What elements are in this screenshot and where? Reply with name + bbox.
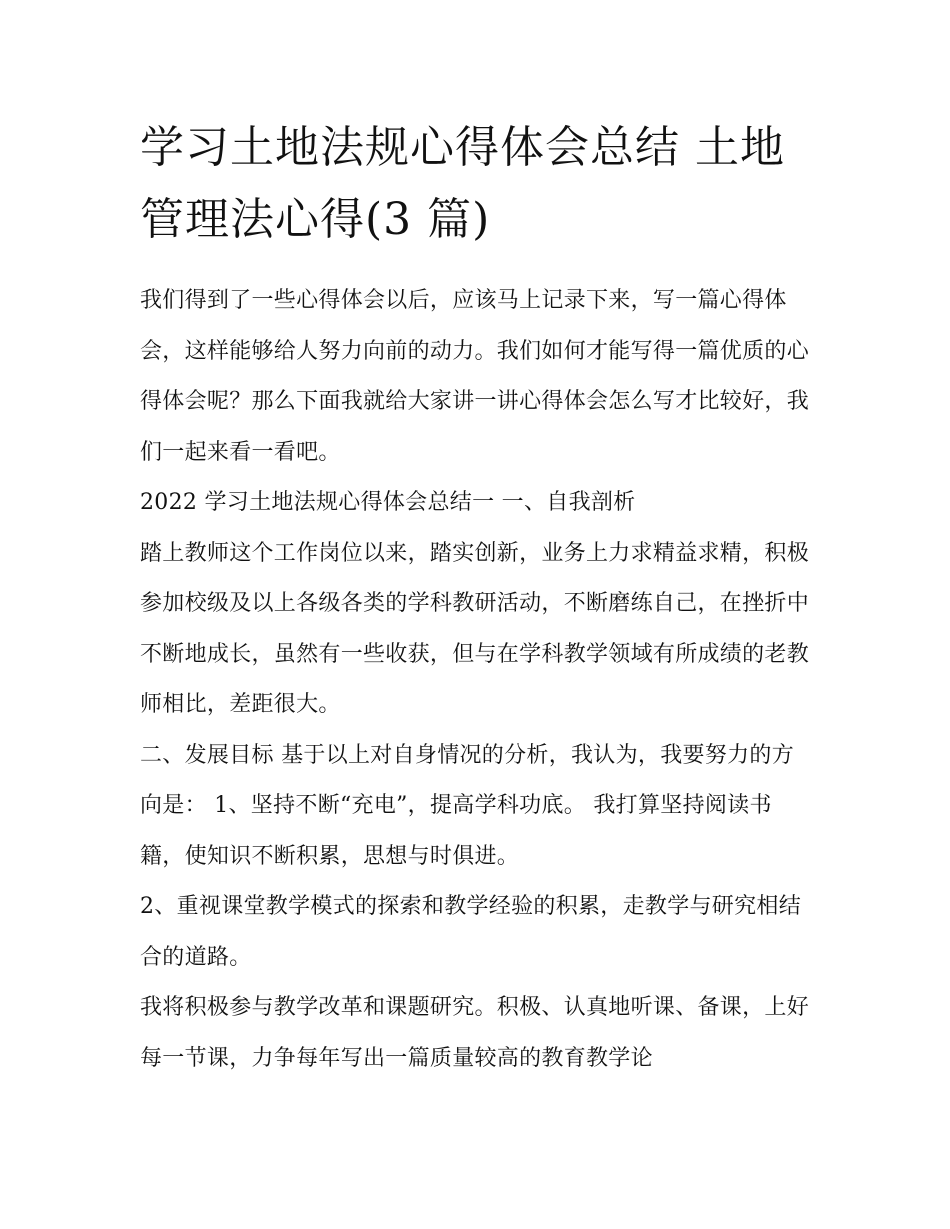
intro-paragraph: 我们得到了一些心得体会以后，应该马上记录下来，写一篇心得体会，这样能够给人努力向前的动力。我们如何才能写得一篇优质的心得体会呢？那么下面我就给大家讲一讲心得体会怎么写才比较好，我们一起来看一看吧。 (140, 288, 810, 465)
goal-two-paragraph: 2、重视课堂教学模式的探索和教学经验的积累，走教学与研究相结合的道路。 (140, 894, 801, 970)
development-goals-paragraph: 二、发展目标 基于以上对自身情况的分析，我认为，我要努力的方向是： 1、坚持不断“充电”，提高学科功底。 我打算坚持阅读书籍，使知识不断积累，思想与时俱进。 (140, 742, 794, 869)
section-heading-self-analysis: 2022 学习土地法规心得体会总结一 一、自我剖析 (140, 490, 636, 515)
document-title: 学习土地法规心得体会总结 土地管理法心得(3 篇) (140, 122, 785, 245)
teaching-reform-paragraph: 我将积极参与教学改革和课题研究。积极、认真地听课、备课，上好每一节课，力争每年写出一篇质量较高的教育教学论 (140, 995, 810, 1071)
document-page (140, 112, 812, 1084)
self-analysis-paragraph: 踏上教师这个工作岗位以来，踏实创新，业务上力求精益求精，积极参加校级及以上各级各类的学科教研活动，不断磨练自己，在挫折中不断地成长，虽然有一些收获，但与在学科教学领域有所成绩的老教师相比，差距很大。 (140, 540, 810, 717)
